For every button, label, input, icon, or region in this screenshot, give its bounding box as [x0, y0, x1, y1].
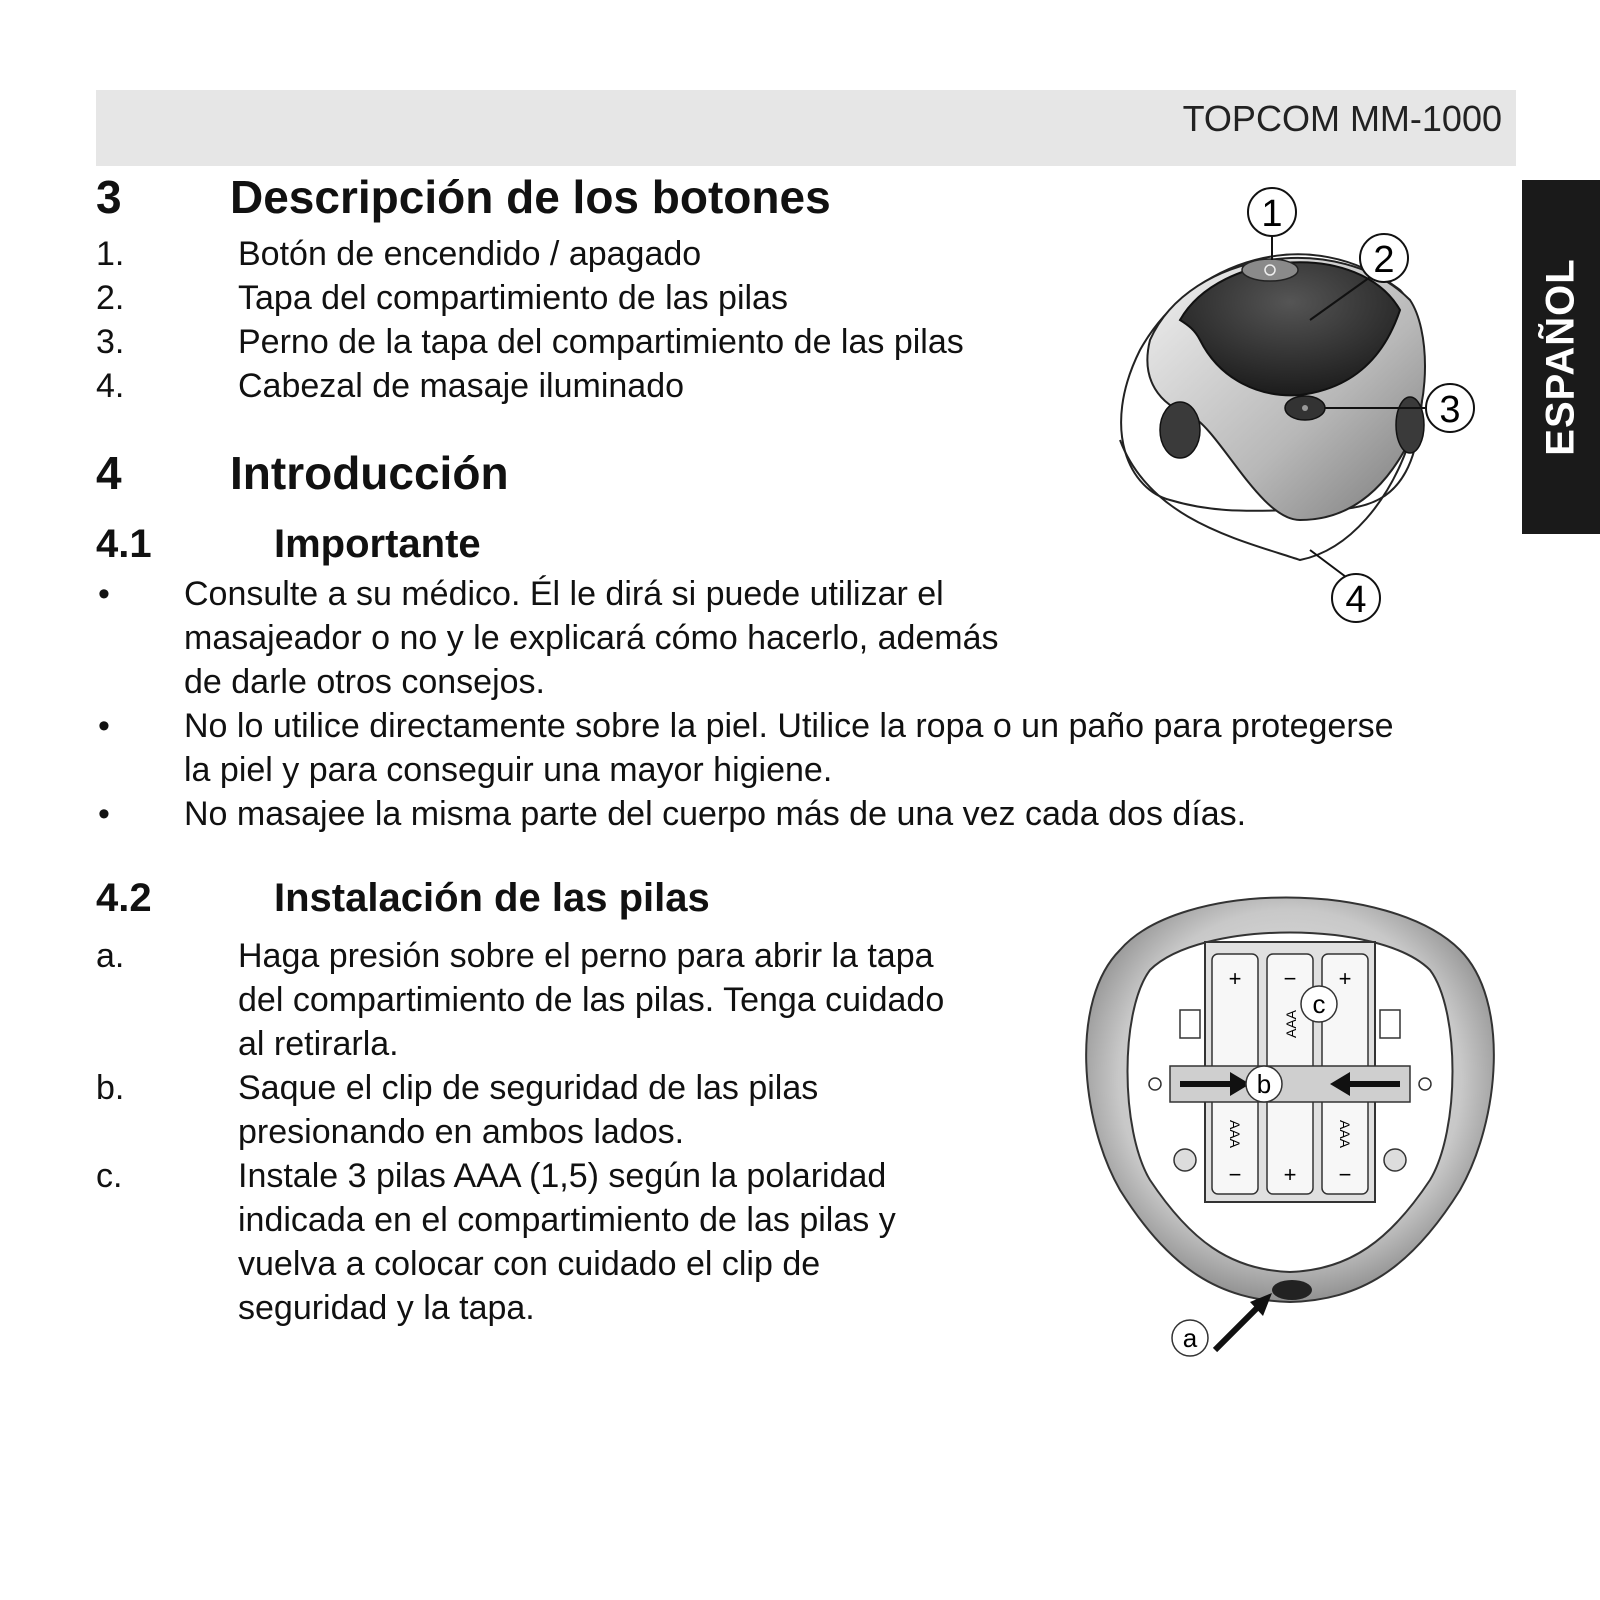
- massager-illustration: [1110, 180, 1510, 640]
- step-line: vuelva a colocar con cuidado el clip de: [238, 1245, 821, 1283]
- battery-steps-list: [96, 934, 1036, 1330]
- step-line: presionando en ambos lados.: [238, 1113, 685, 1151]
- bullet-line: la piel y para conseguir una mayor higiene.: [184, 751, 833, 789]
- section-title: Instalación de las pilas: [274, 876, 710, 920]
- section-title: Descripción de los botones: [230, 171, 831, 223]
- callout-3: [1426, 384, 1474, 432]
- massage-nub-left: [1160, 402, 1200, 458]
- list-item: [96, 704, 1516, 792]
- step-line: del compartimiento de las pilas. Tenga cuidado: [238, 981, 945, 1019]
- callout-4: [1332, 574, 1380, 622]
- callout-2: [1360, 234, 1408, 282]
- screw-right: [1384, 1149, 1406, 1171]
- list-item: [96, 1154, 1036, 1330]
- polarity-plus: +: [1283, 1162, 1297, 1187]
- bullet-line: No masajee la misma parte del cuerpo más de una vez cada dos días.: [184, 795, 1247, 833]
- bullet-marker: •: [98, 575, 110, 613]
- list-item: [96, 232, 1096, 276]
- callout-b: [1246, 1066, 1282, 1102]
- bullet-marker: •: [98, 707, 110, 745]
- svg-text:2: 2: [1373, 239, 1395, 281]
- svg-text:a: a: [1182, 1323, 1198, 1353]
- step-line: seguridad y la tapa.: [238, 1289, 535, 1327]
- section-number: 4.1: [96, 522, 152, 566]
- section-title: Introducción: [230, 447, 509, 499]
- product-model: TOPCOM MM-1000: [1182, 98, 1502, 139]
- callout-c: [1301, 986, 1337, 1022]
- polarity-plus: +: [1228, 966, 1242, 991]
- list-item: [96, 364, 1096, 408]
- svg-text:b: b: [1256, 1069, 1272, 1099]
- release-pin: [1272, 1280, 1312, 1300]
- item-text: Botón de encendido / apagado: [238, 235, 702, 273]
- bullet-line: Consulte a su médico. Él le dirá si puede utilizar el: [184, 575, 944, 613]
- battery-type-label: AAA: [1227, 1120, 1243, 1149]
- language-tab: [1522, 180, 1600, 534]
- polarity-plus: +: [1338, 966, 1352, 991]
- language-label: ESPAÑOL: [1538, 258, 1583, 456]
- section-number: 3: [96, 171, 122, 223]
- step-line: indicada en el compartimiento de las pilas y: [238, 1201, 896, 1239]
- list-item: [96, 276, 1096, 320]
- callout-1: [1248, 188, 1296, 236]
- svg-text:4: 4: [1345, 579, 1367, 621]
- section-number: 4.2: [96, 876, 152, 920]
- item-text: Tapa del compartimiento de las pilas: [238, 279, 788, 317]
- bullet-line: No lo utilice directamente sobre la piel. Utilice la ropa o un paño para protegerse: [184, 707, 1394, 745]
- battery-type-label: AAA: [1283, 1009, 1299, 1038]
- step-line: Instale 3 pilas AAA (1,5) según la polaridad: [238, 1157, 887, 1195]
- polarity-minus: −: [1283, 966, 1297, 991]
- bullet-line: de darle otros consejos.: [184, 663, 545, 701]
- list-item: [96, 934, 1036, 1066]
- screw-left: [1174, 1149, 1196, 1171]
- item-marker: 3.: [96, 323, 125, 361]
- massage-nub-right: [1396, 397, 1424, 453]
- list-item: [96, 792, 1516, 836]
- power-button: [1242, 259, 1298, 281]
- svg-text:3: 3: [1439, 389, 1461, 431]
- header-bar: [96, 90, 1516, 166]
- section-title: Importante: [274, 522, 481, 566]
- battery-compartment-illustration: [1060, 870, 1520, 1360]
- item-text: Perno de la tapa del compartimiento de las pilas: [238, 323, 964, 361]
- svg-text:1: 1: [1261, 193, 1283, 235]
- bullet-marker: •: [98, 795, 110, 833]
- list-item: [96, 1066, 1036, 1154]
- item-text: Cabezal de masaje iluminado: [238, 367, 685, 405]
- step-marker: c.: [96, 1157, 123, 1195]
- item-marker: 4.: [96, 367, 125, 405]
- polarity-minus: −: [1338, 1162, 1352, 1187]
- item-marker: 2.: [96, 279, 125, 317]
- item-marker: 1.: [96, 235, 125, 273]
- section-number: 4: [96, 447, 122, 499]
- step-line: al retirarla.: [238, 1025, 399, 1063]
- svg-text:c: c: [1312, 989, 1326, 1019]
- step-marker: b.: [96, 1069, 125, 1107]
- step-line: Saque el clip de seguridad de las pilas: [238, 1069, 819, 1107]
- step-marker: a.: [96, 937, 125, 975]
- battery-type-label: AAA: [1337, 1120, 1353, 1149]
- bullet-line: masajeador o no y le explicará cómo hacerlo, además: [184, 619, 999, 657]
- step-line: Haga presión sobre el perno para abrir la tapa: [238, 937, 934, 975]
- polarity-minus: −: [1228, 1162, 1242, 1187]
- callout-a: [1172, 1320, 1208, 1356]
- list-item: [96, 320, 1096, 364]
- button-description-list: [96, 232, 1096, 408]
